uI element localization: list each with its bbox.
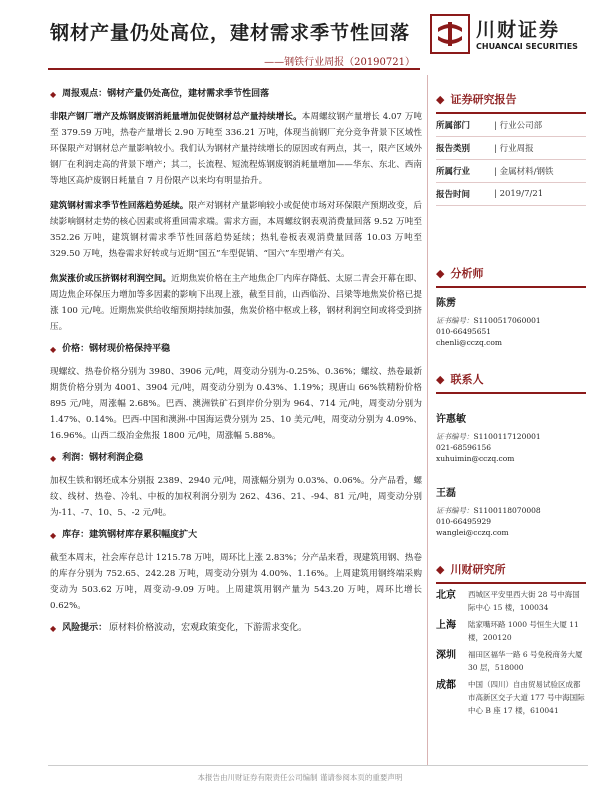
paragraph-demand — [50, 198, 422, 262]
contact-cert — [436, 505, 586, 516]
paragraph-lead: 建筑钢材需求季节性回落趋势延续。 — [50, 201, 189, 211]
sidebar — [436, 90, 586, 717]
diamond-bullet-icon: ◆ — [50, 344, 57, 354]
office-city: 深圳 — [436, 650, 456, 661]
footer-divider — [48, 765, 588, 766]
footer-disclaimer: 本报告由川财证券有限责任公司编制 谨请参阅本页的重要声明 — [197, 773, 403, 782]
section-title: 利润：钢材利润企稳 — [62, 453, 144, 463]
analyst-phone: 010-66495651 — [436, 327, 492, 336]
cert-number: S1100118070008 — [473, 506, 541, 515]
paragraph-price: 现螺纹、热卷价格分别为 3980、3906 元/吨，周变动分别为-0.25%、0.36%；螺纹、热卷最新期货价格分别为 4001、3904 元/吨，周变动分别为 0.43%、1.19%；现唐山 66%铁精粉价格 895 元/吨，周涨幅 2.68%。巴西、澳洲铁矿石到岸价分别为 964、714 元/吨，周变动分别为 1.47%、0.14%。巴西-中国和澳洲-中国海运费分别为 25、10 美元/吨，周变动分别为 4.09%、16.96%。山西二级冶金焦报 1800 元/吨，周涨幅 5.88%。 — [50, 367, 422, 441]
office-city: 上海 — [436, 620, 456, 631]
analyst-card — [436, 298, 586, 348]
info-row — [436, 114, 586, 137]
cert-number: S1100117120001 — [473, 432, 541, 441]
info-value-text: 2019/7/21 — [499, 189, 544, 199]
info-row — [436, 183, 586, 206]
diamond-bullet-icon: ◆ — [436, 372, 445, 386]
section-heading-inventory — [50, 527, 422, 543]
column-divider — [427, 75, 428, 765]
diamond-bullet-icon: ◆ — [436, 562, 445, 576]
office-shanghai — [436, 618, 586, 644]
info-value-text: 行业周报 — [499, 144, 534, 154]
cert-label: 证书编号： — [436, 432, 474, 441]
section-heading-price — [50, 341, 422, 357]
office-address: 陆家嘴环路 1000 号恒生大厦 11 楼，200120 — [468, 620, 579, 642]
paragraph-body: 限产对钢材产量影响较小或促使市场对环保限产预期改变，后续影响钢材走势的核心因素或将重回需求端。需求方面，本周螺纹钢表观消费量回落 9.52 万吨至 352.26 万吨，建筑钢材需求季节性回落趋势延续；热轧卷板表观消费量回落 10.03 万吨至 329.50 万吨，热卷需求好转或与近期“国五”车型促销、“国六”车型增产有关。 — [50, 201, 422, 259]
section-heading-profit — [50, 450, 422, 466]
diamond-bullet-icon: ◆ — [436, 266, 445, 280]
section-heading-summary — [50, 86, 422, 102]
info-value: | 行业公司部 — [494, 121, 543, 131]
contact-name: 许惠敏 — [436, 414, 466, 425]
paragraph-body: 近期焦炭价格在主产地焦企厂内库存降低、太原二青会开幕在即、周边焦企环保压力增加等多因素的影响下出现上涨，截至目前，山西临汾、吕梁等地焦炭价格已提涨 100 元/吨。近期焦炭供给收缩预期持续加强，焦炭价格中枢或上移，钢材利润空间或将受到挤压。 — [50, 274, 422, 332]
cert-label: 证书编号： — [436, 316, 474, 325]
info-key: 报告时间 — [436, 190, 471, 200]
office-city: 北京 — [436, 590, 456, 601]
info-row — [436, 160, 586, 183]
sidebar-heading-text: 证券研究报告 — [450, 93, 517, 106]
analyst-email[interactable]: chenli@cczq.com — [436, 338, 502, 347]
office-beijing — [436, 588, 586, 614]
sidebar-heading-text: 川财研究所 — [450, 563, 506, 576]
contact-card — [436, 414, 586, 464]
info-value: | 金属材料/钢铁 — [494, 167, 554, 177]
sidebar-heading-rule — [436, 392, 586, 394]
cert-number: S1100517060001 — [473, 316, 541, 325]
diamond-bullet-icon: ◆ — [436, 92, 445, 106]
sidebar-heading-rule — [436, 582, 586, 584]
info-key: 所属部门 — [436, 121, 471, 131]
report-subtitle: ——钢铁行业周报（20190721） — [264, 57, 415, 68]
info-key: 报告类别 — [436, 144, 471, 154]
section-heading-risk — [50, 620, 422, 636]
analyst-name: 陈雳 — [436, 298, 456, 309]
report-title: 钢材产量仍处高位，建材需求季节性回落 — [50, 22, 411, 44]
main-content — [50, 80, 422, 643]
company-logo — [430, 12, 590, 60]
sidebar-heading-firm — [436, 560, 586, 578]
diamond-bullet-icon: ◆ — [50, 453, 57, 463]
report-info-table — [436, 114, 586, 206]
info-value-text: 行业公司部 — [499, 121, 543, 131]
paragraph-profit: 加权生铁和钢坯成本分别报 2389、2940 元/吨，周涨幅分别为 0.03%、0.06%。分产品看，螺纹、线材、热卷、冷轧、中板的加权利润分别为 262、436、21、-94、81 元/吨，周变动分别为-11、-7、10、5、-2 元/吨。 — [50, 476, 422, 518]
info-value-text: 金属材料/钢铁 — [499, 167, 554, 177]
analyst-cert — [436, 315, 586, 326]
diamond-bullet-icon: ◆ — [50, 89, 57, 99]
info-value: | 2019/7/21 — [494, 189, 544, 199]
paragraph-inventory: 截至本周末，社会库存总计 1215.78 万吨，周环比上涨 2.83%；分产品来看，现建筑用钢、热卷的库存分别为 752.65、242.28 万吨，周变动分别为 4.00%、1.16%。上周建筑用钢终端采购变动为 503.62 万吨，周变动-9.09 万吨。上周建筑用钢产量为 543.20 万吨，周环比增长 0.62%。 — [50, 553, 422, 611]
section-title: 风险提示： — [62, 623, 108, 633]
contact-name: 王磊 — [436, 488, 456, 499]
contact-card — [436, 488, 586, 538]
sidebar-heading-text: 联系人 — [450, 373, 484, 386]
risk-text: 原材料价格波动，宏观政策变化，下游需求变化。 — [109, 623, 308, 633]
sidebar-heading-contact — [436, 370, 586, 388]
info-row — [436, 137, 586, 160]
diamond-bullet-icon: ◆ — [50, 530, 57, 540]
section-title: 价格：钢材现价格保持平稳 — [62, 344, 171, 354]
sidebar-heading-text: 分析师 — [450, 267, 484, 280]
paragraph-lead: 非限产钢厂增产及炼钢废钢消耗量增加促使钢材总产量持续增长。 — [50, 112, 302, 122]
contact-phone: 010-66495929 — [436, 517, 492, 526]
info-value: | 行业周报 — [494, 144, 534, 154]
paragraph-coke — [50, 271, 422, 335]
sidebar-heading-report — [436, 90, 586, 108]
office-city: 成都 — [436, 680, 456, 691]
office-shenzhen — [436, 648, 586, 674]
paragraph-lead: 焦炭涨价或压挤钢材利润空间。 — [50, 274, 172, 284]
info-key: 所属行业 — [436, 167, 471, 177]
header-divider — [48, 68, 420, 70]
logo-emblem-icon — [430, 14, 470, 54]
contact-email[interactable]: wanglei@cczq.com — [436, 528, 509, 537]
cert-label: 证书编号： — [436, 506, 474, 515]
office-address: 西城区平安里西大街 28 号中海国际中心 15 楼，100034 — [468, 590, 580, 612]
sidebar-heading-analyst — [436, 264, 586, 282]
logo-english-name: CHUANCAI SECURITIES — [476, 42, 578, 51]
sidebar-heading-rule — [436, 286, 586, 288]
contact-cert — [436, 431, 586, 442]
section-title: 库存：建筑钢材库存累积幅度扩大 — [62, 530, 198, 540]
office-chengdu — [436, 678, 586, 717]
paragraph-production — [50, 109, 422, 189]
office-address: 中国（四川）自由贸易试验区成都市高新区交子大道 177 号中海国际中心 B 座 17 楼，610041 — [468, 680, 585, 715]
paragraph-body: 本周螺纹钢产量增长 4.07 万吨至 379.59 万吨，热卷产量增长 2.90 万吨至 336.21 万吨，体现当前钢厂充分竞争背景下区域性环保限产对钢材总产量影响较小。我们认为钢材产量持续增长的原因或有两点，其一，限产区域外钢厂在利润走高的背景下增产；其二，长流程、短流程炼钢废钢消耗量增加——华东、东北、西南等地区高炉废钢日耗量自 7 月份限产以来均有明显抬升。 — [50, 112, 422, 186]
logo-chinese-name: 川财证券 — [476, 19, 561, 41]
contact-email[interactable]: xuhuimin@cczq.com — [436, 454, 515, 463]
section-title: 周报观点：钢材产量仍处高位，建材需求季节性回落 — [62, 89, 270, 99]
diamond-bullet-icon: ◆ — [50, 623, 57, 633]
office-address: 福田区福华一路 6 号免税商务大厦 30 层，518000 — [468, 650, 583, 672]
contact-phone: 021-68596156 — [436, 443, 492, 452]
